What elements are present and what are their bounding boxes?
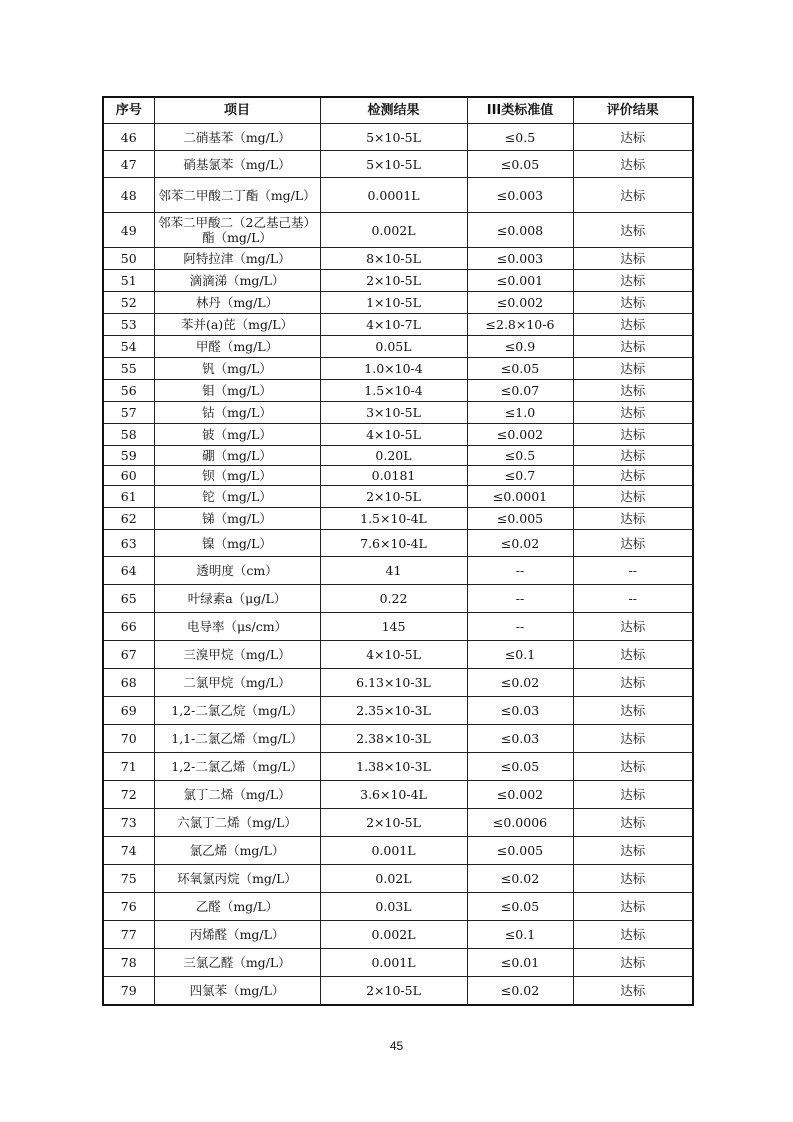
cell-result: 2×10-5L xyxy=(320,809,467,837)
cell-standard: ≤0.7 xyxy=(467,466,573,486)
table-row xyxy=(103,865,693,893)
cell-eval: 达标 xyxy=(573,977,693,1005)
cell-standard: ≤0.02 xyxy=(467,865,573,893)
cell-eval: 达标 xyxy=(573,809,693,837)
table-row xyxy=(103,837,693,865)
header-item: 项目 xyxy=(154,97,320,124)
cell-item: 钒（mg/L） xyxy=(154,358,320,380)
cell-no: 78 xyxy=(103,949,154,977)
cell-result: 5×10-5L xyxy=(320,124,467,151)
cell-eval: 达标 xyxy=(573,865,693,893)
cell-no: 49 xyxy=(103,213,154,248)
cell-item: 氯乙烯（mg/L） xyxy=(154,837,320,865)
cell-eval: 达标 xyxy=(573,248,693,270)
cell-eval: 达标 xyxy=(573,124,693,151)
cell-eval: -- xyxy=(573,585,693,613)
cell-eval: 达标 xyxy=(573,725,693,753)
cell-result: 0.002L xyxy=(320,921,467,949)
cell-no: 52 xyxy=(103,292,154,314)
cell-standard: ≤0.02 xyxy=(467,977,573,1005)
cell-standard: ≤0.01 xyxy=(467,949,573,977)
cell-result: 0.002L xyxy=(320,213,467,248)
cell-no: 70 xyxy=(103,725,154,753)
cell-eval: 达标 xyxy=(573,486,693,508)
cell-item: 钴（mg/L） xyxy=(154,402,320,424)
cell-item: 锑（mg/L） xyxy=(154,508,320,530)
cell-item: 硼（mg/L） xyxy=(154,446,320,466)
cell-no: 65 xyxy=(103,585,154,613)
cell-item: 硝基氯苯（mg/L） xyxy=(154,151,320,178)
cell-eval: 达标 xyxy=(573,292,693,314)
cell-eval: 达标 xyxy=(573,424,693,446)
page-number: 45 xyxy=(389,1039,404,1053)
cell-eval: 达标 xyxy=(573,837,693,865)
cell-standard: ≤0.002 xyxy=(467,424,573,446)
cell-no: 60 xyxy=(103,466,154,486)
cell-result: 0.0181 xyxy=(320,466,467,486)
cell-standard: ≤0.005 xyxy=(467,837,573,865)
table-row xyxy=(103,424,693,446)
cell-standard: ≤0.9 xyxy=(467,336,573,358)
cell-result: 2.35×10-3L xyxy=(320,697,467,725)
cell-no: 64 xyxy=(103,557,154,585)
table-row xyxy=(103,508,693,530)
cell-standard: ≤0.1 xyxy=(467,641,573,669)
cell-result: 0.0001L xyxy=(320,178,467,213)
cell-result: 3.6×10-4L xyxy=(320,781,467,809)
cell-result: 2×10-5L xyxy=(320,486,467,508)
cell-result: 0.03L xyxy=(320,893,467,921)
table-row xyxy=(103,314,693,336)
cell-result: 1.38×10-3L xyxy=(320,753,467,781)
table-row xyxy=(103,402,693,424)
table-row xyxy=(103,292,693,314)
cell-standard: ≤0.05 xyxy=(467,893,573,921)
cell-no: 69 xyxy=(103,697,154,725)
cell-no: 77 xyxy=(103,921,154,949)
cell-no: 48 xyxy=(103,178,154,213)
cell-standard: ≤2.8×10-6 xyxy=(467,314,573,336)
cell-standard: ≤0.03 xyxy=(467,725,573,753)
table-row xyxy=(103,486,693,508)
cell-eval: 达标 xyxy=(573,893,693,921)
cell-eval: 达标 xyxy=(573,641,693,669)
cell-item: 邻苯二甲酸二（2乙基己基）酯（mg/L） xyxy=(154,213,320,248)
header-row xyxy=(103,97,693,124)
cell-standard: ≤0.05 xyxy=(467,753,573,781)
table-row xyxy=(103,178,693,213)
cell-eval: 达标 xyxy=(573,508,693,530)
cell-no: 56 xyxy=(103,380,154,402)
cell-standard: ≤0.002 xyxy=(467,781,573,809)
cell-item: 钡（mg/L） xyxy=(154,466,320,486)
cell-item: 环氧氯丙烷（mg/L） xyxy=(154,865,320,893)
table-row xyxy=(103,358,693,380)
cell-item: 苯并(a)芘（mg/L） xyxy=(154,314,320,336)
cell-result: 3×10-5L xyxy=(320,402,467,424)
cell-no: 66 xyxy=(103,613,154,641)
table-row xyxy=(103,466,693,486)
cell-no: 73 xyxy=(103,809,154,837)
table-row xyxy=(103,809,693,837)
cell-eval: 达标 xyxy=(573,949,693,977)
table-body xyxy=(103,124,693,1005)
table-row xyxy=(103,336,693,358)
cell-result: 41 xyxy=(320,557,467,585)
cell-eval: 达标 xyxy=(573,530,693,557)
cell-result: 8×10-5L xyxy=(320,248,467,270)
cell-result: 2.38×10-3L xyxy=(320,725,467,753)
cell-no: 76 xyxy=(103,893,154,921)
cell-no: 58 xyxy=(103,424,154,446)
cell-item: 1,2-二氯乙烷（mg/L） xyxy=(154,697,320,725)
cell-standard: ≤0.5 xyxy=(467,446,573,466)
water-quality-table xyxy=(102,96,694,1006)
table-row xyxy=(103,893,693,921)
cell-standard: ≤0.07 xyxy=(467,380,573,402)
cell-no: 47 xyxy=(103,151,154,178)
header-no: 序号 xyxy=(103,97,154,124)
cell-result: 2×10-5L xyxy=(320,977,467,1005)
cell-item: 三溴甲烷（mg/L） xyxy=(154,641,320,669)
cell-eval: 达标 xyxy=(573,446,693,466)
table-row xyxy=(103,921,693,949)
cell-no: 51 xyxy=(103,270,154,292)
table-row xyxy=(103,124,693,151)
cell-no: 72 xyxy=(103,781,154,809)
table-row xyxy=(103,213,693,248)
cell-eval: 达标 xyxy=(573,178,693,213)
cell-no: 74 xyxy=(103,837,154,865)
cell-item: 乙醛（mg/L） xyxy=(154,893,320,921)
cell-no: 68 xyxy=(103,669,154,697)
cell-item: 二氯甲烷（mg/L） xyxy=(154,669,320,697)
cell-eval: 达标 xyxy=(573,921,693,949)
cell-item: 丙烯醛（mg/L） xyxy=(154,921,320,949)
table-row xyxy=(103,697,693,725)
cell-eval: 达标 xyxy=(573,380,693,402)
cell-standard: ≤0.0006 xyxy=(467,809,573,837)
cell-result: 0.05L xyxy=(320,336,467,358)
cell-standard: ≤0.02 xyxy=(467,530,573,557)
cell-no: 59 xyxy=(103,446,154,466)
cell-result: 6.13×10-3L xyxy=(320,669,467,697)
cell-result: 4×10-5L xyxy=(320,424,467,446)
cell-eval: 达标 xyxy=(573,270,693,292)
cell-standard: ≤0.05 xyxy=(467,358,573,380)
cell-standard: ≤0.005 xyxy=(467,508,573,530)
cell-eval: 达标 xyxy=(573,753,693,781)
cell-item: 六氯丁二烯（mg/L） xyxy=(154,809,320,837)
cell-eval: 达标 xyxy=(573,466,693,486)
header-standard: III类标准值 xyxy=(467,97,573,124)
cell-standard: -- xyxy=(467,557,573,585)
cell-item: 电导率（μs/cm） xyxy=(154,613,320,641)
table-row xyxy=(103,446,693,466)
table-row xyxy=(103,270,693,292)
cell-result: 0.001L xyxy=(320,837,467,865)
cell-standard: ≤1.0 xyxy=(467,402,573,424)
cell-no: 67 xyxy=(103,641,154,669)
cell-no: 50 xyxy=(103,248,154,270)
table-row xyxy=(103,530,693,557)
cell-result: 1.5×10-4L xyxy=(320,508,467,530)
table-row xyxy=(103,977,693,1005)
header-eval: 评价结果 xyxy=(573,97,693,124)
table-row xyxy=(103,151,693,178)
cell-standard: -- xyxy=(467,585,573,613)
table-row xyxy=(103,585,693,613)
table-row xyxy=(103,380,693,402)
cell-standard: ≤0.003 xyxy=(467,248,573,270)
table-row xyxy=(103,248,693,270)
cell-no: 54 xyxy=(103,336,154,358)
cell-item: 阿特拉津（mg/L） xyxy=(154,248,320,270)
cell-result: 2×10-5L xyxy=(320,270,467,292)
cell-result: 7.6×10-4L xyxy=(320,530,467,557)
cell-eval: 达标 xyxy=(573,213,693,248)
cell-no: 55 xyxy=(103,358,154,380)
cell-standard: ≤0.03 xyxy=(467,697,573,725)
table-row xyxy=(103,725,693,753)
cell-item: 透明度（cm） xyxy=(154,557,320,585)
cell-item: 甲醛（mg/L） xyxy=(154,336,320,358)
cell-result: 0.20L xyxy=(320,446,467,466)
cell-eval: 达标 xyxy=(573,314,693,336)
cell-no: 61 xyxy=(103,486,154,508)
cell-no: 62 xyxy=(103,508,154,530)
cell-item: 铍（mg/L） xyxy=(154,424,320,446)
cell-standard: ≤0.1 xyxy=(467,921,573,949)
cell-no: 75 xyxy=(103,865,154,893)
cell-eval: -- xyxy=(573,557,693,585)
cell-standard: ≤0.002 xyxy=(467,292,573,314)
cell-result: 1×10-5L xyxy=(320,292,467,314)
cell-item: 氯丁二烯（mg/L） xyxy=(154,781,320,809)
cell-result: 0.22 xyxy=(320,585,467,613)
table-row xyxy=(103,613,693,641)
cell-item: 叶绿素a（μg/L） xyxy=(154,585,320,613)
cell-item: 1,2-二氯乙烯（mg/L） xyxy=(154,753,320,781)
cell-no: 46 xyxy=(103,124,154,151)
cell-no: 79 xyxy=(103,977,154,1005)
cell-eval: 达标 xyxy=(573,781,693,809)
cell-item: 铊（mg/L） xyxy=(154,486,320,508)
cell-item: 1,1-二氯乙烯（mg/L） xyxy=(154,725,320,753)
cell-eval: 达标 xyxy=(573,336,693,358)
cell-result: 4×10-5L xyxy=(320,641,467,669)
table-row xyxy=(103,949,693,977)
cell-eval: 达标 xyxy=(573,151,693,178)
cell-eval: 达标 xyxy=(573,402,693,424)
cell-result: 0.02L xyxy=(320,865,467,893)
cell-no: 71 xyxy=(103,753,154,781)
cell-item: 二硝基苯（mg/L） xyxy=(154,124,320,151)
header-result: 检测结果 xyxy=(320,97,467,124)
cell-standard: ≤0.02 xyxy=(467,669,573,697)
cell-item: 镍（mg/L） xyxy=(154,530,320,557)
table-header xyxy=(103,97,693,124)
cell-result: 1.0×10-4 xyxy=(320,358,467,380)
cell-result: 1.5×10-4 xyxy=(320,380,467,402)
cell-item: 滴滴涕（mg/L） xyxy=(154,270,320,292)
cell-result: 4×10-7L xyxy=(320,314,467,336)
cell-item: 邻苯二甲酸二丁酯（mg/L） xyxy=(154,178,320,213)
cell-standard: ≤0.003 xyxy=(467,178,573,213)
cell-no: 53 xyxy=(103,314,154,336)
cell-item: 三氯乙醛（mg/L） xyxy=(154,949,320,977)
cell-result: 145 xyxy=(320,613,467,641)
table-row xyxy=(103,557,693,585)
cell-eval: 达标 xyxy=(573,358,693,380)
cell-standard: ≤0.008 xyxy=(467,213,573,248)
cell-standard: -- xyxy=(467,613,573,641)
table-row xyxy=(103,641,693,669)
table-row xyxy=(103,753,693,781)
cell-no: 63 xyxy=(103,530,154,557)
cell-item: 林丹（mg/L） xyxy=(154,292,320,314)
cell-standard: ≤0.05 xyxy=(467,151,573,178)
cell-eval: 达标 xyxy=(573,697,693,725)
table-row xyxy=(103,781,693,809)
cell-eval: 达标 xyxy=(573,669,693,697)
cell-eval: 达标 xyxy=(573,613,693,641)
cell-item: 四氯苯（mg/L） xyxy=(154,977,320,1005)
cell-result: 0.001L xyxy=(320,949,467,977)
cell-standard: ≤0.0001 xyxy=(467,486,573,508)
cell-item: 钼（mg/L） xyxy=(154,380,320,402)
table-row xyxy=(103,669,693,697)
cell-standard: ≤0.5 xyxy=(467,124,573,151)
cell-result: 5×10-5L xyxy=(320,151,467,178)
cell-no: 57 xyxy=(103,402,154,424)
cell-standard: ≤0.001 xyxy=(467,270,573,292)
